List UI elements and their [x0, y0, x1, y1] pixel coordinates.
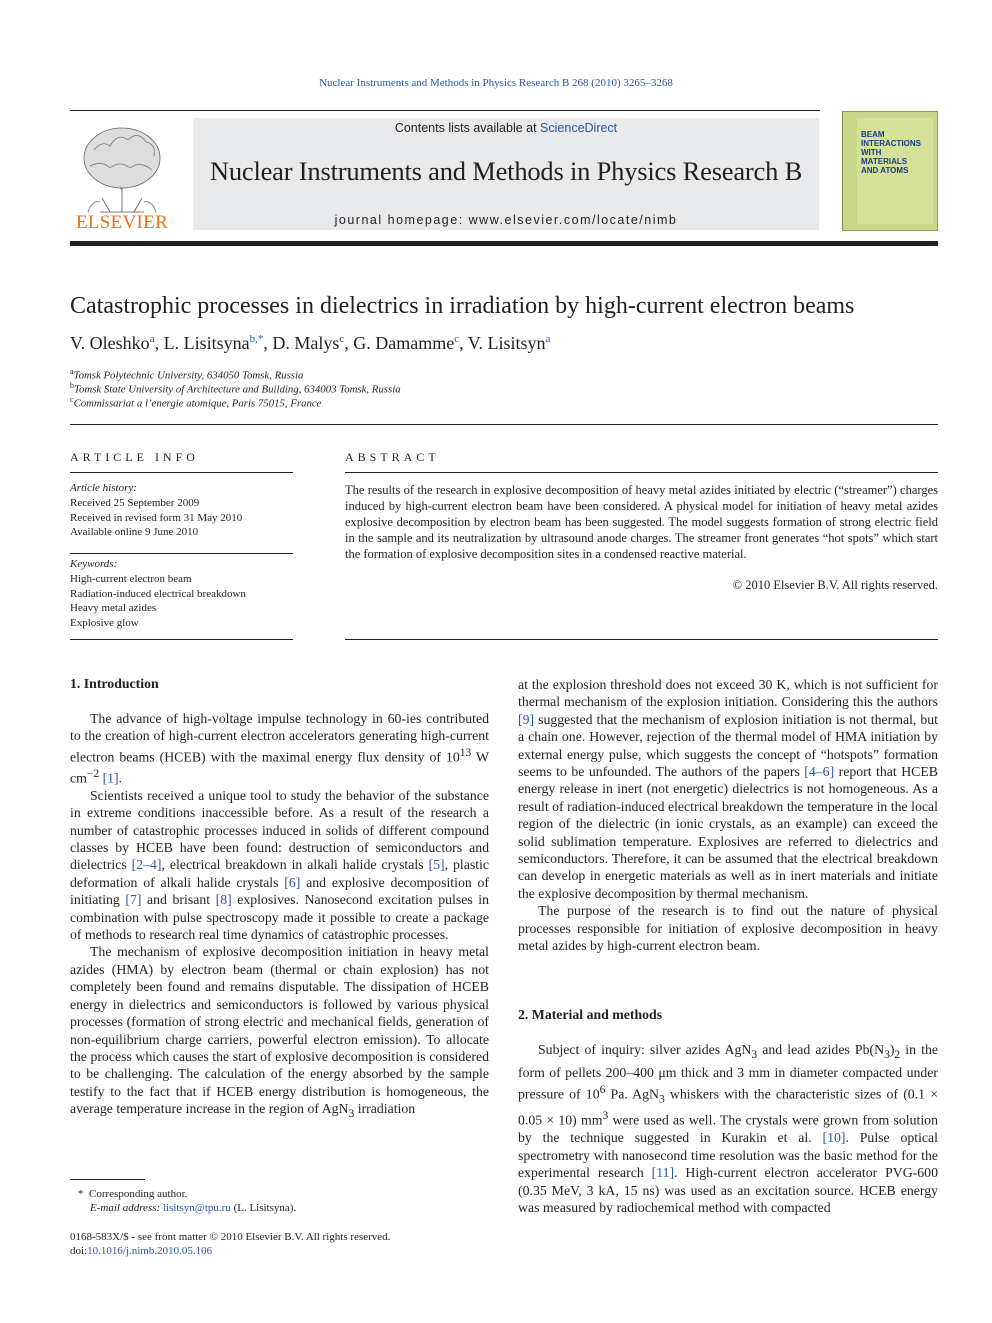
citation-link[interactable]: [2–4]	[131, 857, 162, 873]
citation-link[interactable]: [8]	[215, 892, 232, 908]
email-note: E-mail address: lisitsyn@tpu.ru (L. Lisitsyna).	[90, 1202, 297, 1214]
author: D. Malys$^c$,	[272, 333, 354, 353]
corresponding-author-note: * Corresponding author.	[78, 1188, 188, 1200]
author-list	[70, 333, 550, 354]
affiliation: $^a$Tomsk Polytechnic University, 634050 Tomsk, Russia	[70, 367, 304, 382]
issn-line: 0168-583X/$ - see front matter © 2010 Elsevier B.V. All rights reserved.	[70, 1231, 391, 1243]
contents-line	[193, 121, 819, 135]
cover-line: MATERIALS	[861, 157, 908, 166]
running-head[interactable]: Nuclear Instruments and Methods in Physics Research B 268 (2010) 3265–3268	[319, 77, 673, 89]
section-heading-introduction: 1. Introduction	[70, 676, 159, 691]
abstract-text: The results of the research in explosive decomposition of heavy metal azides initiated by electric (“streamer”) charges induced by high-current electron beam have been considered. A physical model for initiation of heavy metal azides explosive decomposition by electron beam has been suggested. The model suggests formation of strong electric field in the sample and its neutralization by ultrasound anode charges. The streamer front generates “hot spots” which start the formation of explosive decomposition sites in a condensed reactive material.	[345, 483, 938, 561]
keyword: Radiation-induced electrical breakdown	[70, 587, 246, 600]
paragraph: The advance of high-voltage impulse technology in 60-ies contributed to the creation of high-current electron accelerators generating high-current electron beams (HCEB) with the maximal energy flux density of $10^{13}$ W $cm^{-2}$ [1].	[70, 711, 489, 786]
keyword: Heavy metal azides	[70, 602, 157, 614]
citation-link[interactable]: [7]	[125, 892, 142, 908]
copyright: © 2010 Elsevier B.V. All rights reserved.	[732, 578, 938, 592]
author-affil-mark[interactable]: c	[454, 333, 460, 345]
abstract-rule	[345, 472, 938, 473]
author: L. Lisitsyna$^{b,*}$,	[163, 333, 273, 353]
paragraph: at the explosion threshold does not exceed 30 K, which is not sufficient for thermal mechanism of the explosion initiation. Considering this the authors [9] suggested that the mechanism of explosion initiation is not thermal, but a chain one. However, rejection of the thermal model of HMA initiation by external energy pulse, which suggests the concept of “hotspots” formation seems to be unfounded. The authors of the papers [4–6] report that HCEB energy release in inert (not energetic) dielectrics is not homogeneous. As a result of radiation-induced electrical breakdown the temperature in the local region of the dielectric (in ionic crystals, as an example) can exceed the solid sublimation temperature. Explosives are referred to dielectrics and semiconductors. Therefore, it can be assumed that the electrical breakdown can develop in energetic materials as well as in inert materials and initiate the explosive decomposition by thermal mechanism.	[518, 677, 938, 901]
header-top-rule	[70, 110, 820, 111]
methods-text	[518, 1041, 938, 1216]
keyword: Explosive glow	[70, 616, 139, 629]
keywords-list	[70, 572, 293, 630]
article-title: Catastrophic processes in dielectrics in irradiation by high-current electron beams	[70, 293, 855, 319]
cover-line: BEAM	[861, 130, 885, 139]
author-affil-mark[interactable]: b,*	[249, 333, 264, 345]
info-rule	[70, 639, 293, 640]
section-heading-methods: 2. Material and methods	[518, 1007, 663, 1022]
author-affil-mark[interactable]: a	[545, 333, 551, 345]
info-rule	[70, 553, 293, 554]
abstract-rule	[345, 639, 938, 640]
paragraph: The mechanism of explosive decomposition initiation in heavy metal azides (HMA) by electron beam (thermal or chain explosion) has not completely been found and remains disputable. The dissipation of HCEB energy in dielectrics and semiconductors is followed by various physical processes (formation of strong electric and mechanical fields, generation of non-equilibrium charge carriers, powerful electron emission). To allocate the process which causes the start of explosive decomposition is considered to be challenging. The calculation of the energy absorbed by the sample testify to the fact that if HCEB energy distribution is homogeneous, the average temperature increase in the region of AgN$_3$ irradiation	[70, 944, 489, 1120]
affiliation: $^b$Tomsk State University of Architecture and Building, 634003 Tomsk, Russia	[70, 381, 401, 396]
history-label: Article history:	[70, 482, 137, 494]
journal-cover-title	[861, 130, 921, 175]
keyword: High-current electron beam	[70, 573, 192, 585]
author: G. Damamme$^c$,	[353, 333, 468, 353]
cover-line: WITH	[861, 148, 882, 157]
cover-line: AND ATOMS	[861, 166, 909, 175]
front-matter-rule	[70, 424, 938, 425]
history-item: Received 25 September 2009	[70, 497, 200, 509]
history-item: Received in revised form 31 May 2010	[70, 511, 243, 524]
article-history	[70, 496, 293, 540]
elsevier-wordmark: ELSEVIER	[75, 212, 169, 233]
citation-link[interactable]: [6]	[284, 874, 301, 890]
footnote-rule	[70, 1179, 145, 1180]
cover-line: INTERACTIONS	[861, 139, 921, 148]
author: V. Oleshko$^a$,	[70, 333, 164, 353]
info-rule	[70, 472, 293, 473]
left-column	[70, 710, 489, 1123]
author-affil-mark[interactable]: c	[339, 333, 345, 345]
article-info-label: ARTICLE INFO	[70, 450, 199, 464]
sciencedirect-link[interactable]: ScienceDirect	[540, 121, 618, 135]
citation-link[interactable]: [4–6]	[804, 764, 835, 780]
paragraph: The purpose of the research is to find out the nature of physical processes responsible for initiation of explosive decomposition in heavy metal azides by high-current electron beam.	[518, 903, 938, 954]
doi-line: doi:10.1016/j.nimb.2010.05.106	[70, 1245, 213, 1257]
header-thick-rule	[70, 241, 938, 246]
author: V. Lisitsyn$^a$	[467, 333, 551, 353]
journal-cover	[842, 111, 938, 231]
journal-name: Nuclear Instruments and Methods in Physics Research B	[209, 156, 803, 186]
citation-link[interactable]: [10]	[822, 1130, 846, 1146]
paragraph: Scientists received a unique tool to study the behavior of the substance in extreme conditions inaccessible before. As a result of the research a number of catastrophic processes induced in solids of different compound classes by HCEB have been found: destruction of semiconductors and dielectrics [2–4], electrical breakdown in alkali halide crystals [5], plastic deformation of alkali halide crystals [6] and explosive decomposition of initiating [7] and brisant [8] explosives. Nanosecond excitation pulses in combination with pulse spectroscopy made it possible to create a package of methods to research real time dynamics of catastrophic processes.	[70, 787, 490, 943]
history-item: Available online 9 June 2010	[70, 526, 199, 538]
abstract-label: ABSTRACT	[345, 450, 440, 464]
doi-link[interactable]: 10.1016/j.nimb.2010.05.106	[87, 1245, 213, 1257]
journal-homepage[interactable]: journal homepage: www.elsevier.com/locate/nimb	[334, 213, 678, 227]
citation-link[interactable]: [1]	[102, 770, 119, 786]
citation-link[interactable]: [9]	[518, 711, 535, 727]
author-affil-mark[interactable]: a	[149, 333, 155, 345]
citation-link[interactable]: [11]	[651, 1165, 675, 1181]
citation-link[interactable]: [5]	[428, 857, 445, 873]
email-link[interactable]: lisitsyn@tpu.ru	[162, 1202, 231, 1214]
keywords-label: Keywords:	[70, 558, 118, 570]
right-column	[518, 676, 938, 955]
contents-prefix: Contents lists available at	[394, 121, 541, 135]
paragraph: Subject of inquiry: silver azides AgN$_3$ and lead azides $Pb(N_3)_2$ in the form of pellets 200–400 μm thick and 3 mm in diameter compacted under pressure of $10^6$ Pa. AgN$_3$ whiskers with the characteristic sizes of (0.1 × 0.05 × 10) $mm^3$ were used as well. The crystals were grown from solution by the technique suggested in Kurakin et al. [10]. Pulse optical spectrometry with nanosecond time resolution was the basic method for the experimental research [11]. High-current electron accelerator PVG-600 (0.35 MeV, 3 kA, 15 ns) was used as an excitation source. HCEB energy was measured by radiochemical method with compacted	[518, 1042, 938, 1215]
affiliation: $^c$Commissariat a l’energie atomique, Paris 75015, France	[70, 395, 322, 410]
